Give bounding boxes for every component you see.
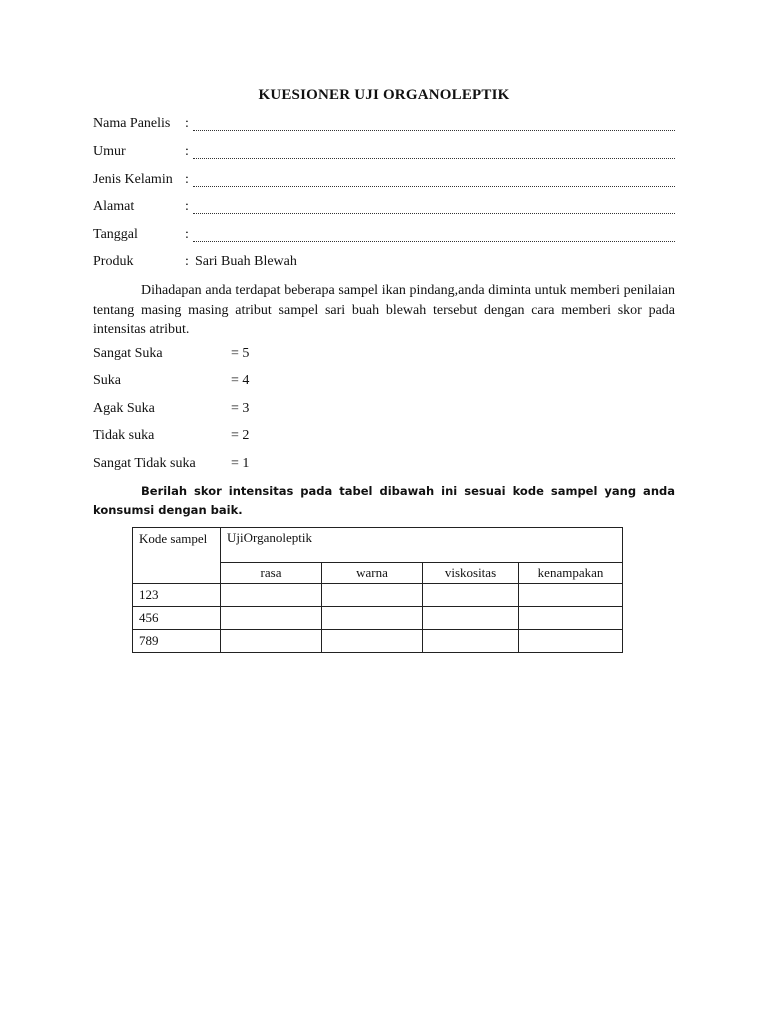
field-value: Sari Buah Blewah: [195, 254, 297, 269]
scale-value: = 4: [231, 373, 250, 388]
score-cell-viskositas[interactable]: [423, 607, 519, 630]
questionnaire-title: KUESIONER UJI ORGANOLEPTIK: [258, 87, 510, 103]
field-colon: :: [185, 254, 189, 269]
scale-label: Sangat Tidak suka: [93, 456, 196, 471]
fill-in-line[interactable]: [193, 186, 675, 187]
scale-value: = 3: [231, 401, 250, 416]
table-row: [133, 630, 623, 653]
kode-sampel-header: Kode sampel: [133, 528, 221, 584]
sample-code-cell: 123: [133, 584, 221, 607]
field-label: Alamat: [93, 199, 135, 214]
sample-code-cell: 789: [133, 630, 221, 653]
intro-paragraph: Dihadapan anda terdapat beberapa sampel ikan pindang,anda diminta untuk memberi penilaian tentang masing masing atribut sampel sari buah blewah tersebut dengan cara memberi skor pada intensitas atribut.: [93, 283, 675, 337]
field-label: Produk: [93, 254, 134, 269]
score-cell-rasa[interactable]: [221, 607, 322, 630]
scale-value: = 2: [231, 428, 250, 443]
score-cell-warna[interactable]: [322, 584, 423, 607]
fill-in-line[interactable]: [193, 130, 675, 131]
score-cell-viskositas[interactable]: [423, 584, 519, 607]
field-colon: :: [185, 144, 189, 159]
fill-in-line[interactable]: [193, 241, 675, 242]
score-cell-kenampakan[interactable]: [519, 607, 623, 630]
score-cell-kenampakan[interactable]: [519, 584, 623, 607]
field-alamat: [93, 199, 675, 219]
column-header-viskositas: viskositas: [423, 563, 519, 584]
table-row: [133, 607, 623, 630]
field-tanggal: [93, 227, 675, 247]
scale-label: Agak Suka: [93, 401, 155, 416]
field-jenis-kelamin: [93, 172, 675, 192]
score-cell-viskositas[interactable]: [423, 630, 519, 653]
score-table: [132, 527, 623, 653]
score-cell-warna[interactable]: [322, 630, 423, 653]
field-colon: :: [185, 199, 189, 214]
fill-in-line[interactable]: [193, 213, 675, 214]
table-row: [133, 584, 623, 607]
field-label: Umur: [93, 144, 126, 159]
column-header-kenampakan: kenampakan: [519, 563, 623, 584]
scale-value: = 1: [231, 456, 250, 471]
score-cell-rasa[interactable]: [221, 630, 322, 653]
scale-value: = 5: [231, 346, 250, 361]
field-umur: [93, 144, 675, 164]
scale-label: Tidak suka: [93, 428, 155, 443]
score-cell-kenampakan[interactable]: [519, 630, 623, 653]
field-colon: :: [185, 116, 189, 131]
column-header-rasa: rasa: [221, 563, 322, 584]
field-colon: :: [185, 227, 189, 242]
field-produk: [93, 254, 675, 274]
field-label: Tanggal: [93, 227, 138, 242]
field-label: Jenis Kelamin: [93, 172, 173, 187]
field-colon: :: [185, 172, 189, 187]
column-header-warna: warna: [322, 563, 423, 584]
score-cell-rasa[interactable]: [221, 584, 322, 607]
field-label: Nama Panelis: [93, 116, 171, 131]
scale-label: Suka: [93, 373, 121, 388]
sample-code-cell: 456: [133, 607, 221, 630]
fill-in-line[interactable]: [193, 158, 675, 159]
uji-organoleptik-header: UjiOrganoleptik: [221, 528, 623, 563]
field-nama-panelis: [93, 116, 675, 136]
instruction-paragraph: Berilah skor intensitas pada tabel dibawah ini sesuai kode sampel yang anda konsumsi dengan baik.: [93, 484, 675, 517]
score-cell-warna[interactable]: [322, 607, 423, 630]
scale-label: Sangat Suka: [93, 346, 163, 361]
table-header-row: [133, 528, 623, 563]
